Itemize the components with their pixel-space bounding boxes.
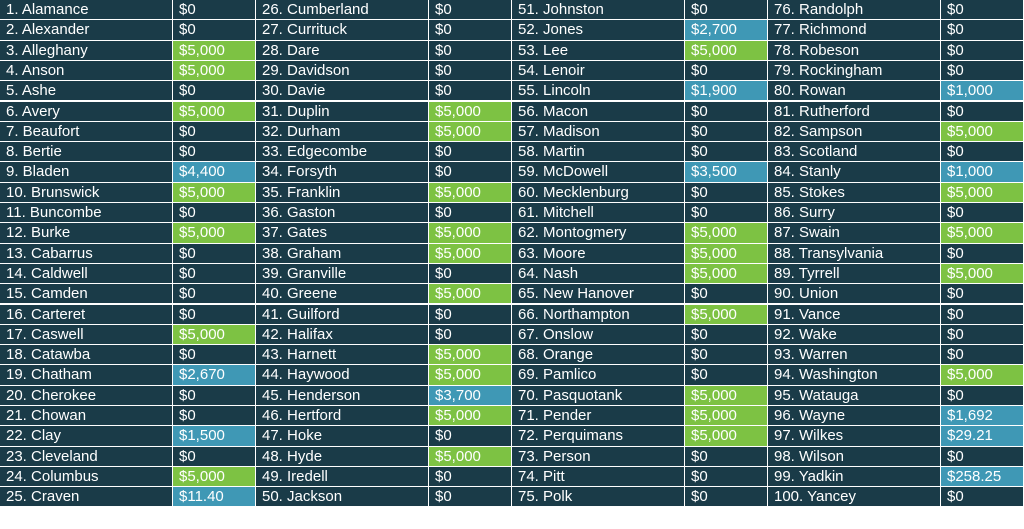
county-name: 34. Forsyth [256, 162, 428, 181]
county-amount: $2,700 [685, 20, 767, 39]
county-amount: $0 [941, 487, 1023, 506]
county-amount: $0 [429, 203, 511, 222]
county-amount: $5,000 [685, 223, 767, 242]
county-amount: $0 [173, 20, 255, 39]
county-name: 94. Washington [768, 365, 940, 384]
county-name: 67. Onslow [512, 325, 684, 344]
county-amount: $0 [941, 325, 1023, 344]
county-amount: $5,000 [173, 325, 255, 344]
county-amount: $0 [173, 244, 255, 263]
county-name: 97. Wilkes [768, 426, 940, 445]
county-name: 25. Craven [0, 487, 172, 506]
county-name: 35. Franklin [256, 183, 428, 202]
county-name: 10. Brunswick [0, 183, 172, 202]
county-name: 48. Hyde [256, 447, 428, 466]
county-amount: $0 [173, 406, 255, 425]
county-amount: $0 [173, 305, 255, 324]
county-amount: $0 [685, 345, 767, 364]
county-name: 41. Guilford [256, 305, 428, 324]
county-name: 74. Pitt [512, 467, 684, 486]
county-amount: $5,000 [429, 365, 511, 384]
county-name: 59. McDowell [512, 162, 684, 181]
county-amount: $0 [941, 244, 1023, 263]
county-amount: $5,000 [173, 102, 255, 121]
county-amount: $5,000 [941, 223, 1023, 242]
county-amount: $4,400 [173, 162, 255, 181]
county-name: 20. Cherokee [0, 386, 172, 405]
county-name: 26. Cumberland [256, 0, 428, 19]
county-amount: $0 [173, 264, 255, 283]
county-amount: $0 [429, 264, 511, 283]
county-name: 56. Macon [512, 102, 684, 121]
county-amount: $5,000 [429, 447, 511, 466]
county-amount: $0 [685, 467, 767, 486]
county-amount: $0 [173, 386, 255, 405]
county-amount: $0 [941, 305, 1023, 324]
county-amount: $0 [429, 325, 511, 344]
county-name: 90. Union [768, 284, 940, 303]
county-amount: $0 [685, 203, 767, 222]
county-name: 2. Alexander [0, 20, 172, 39]
county-name: 70. Pasquotank [512, 386, 684, 405]
county-amount: $0 [429, 467, 511, 486]
county-amount: $5,000 [685, 264, 767, 283]
county-name: 78. Robeson [768, 41, 940, 60]
county-name: 15. Camden [0, 284, 172, 303]
county-name: 76. Randolph [768, 0, 940, 19]
county-name: 19. Chatham [0, 365, 172, 384]
county-name: 75. Polk [512, 487, 684, 506]
county-name: 30. Davie [256, 81, 428, 100]
county-amount: $5,000 [941, 365, 1023, 384]
county-amount: $5,000 [685, 305, 767, 324]
county-name: 8. Bertie [0, 142, 172, 161]
county-amount: $0 [685, 0, 767, 19]
county-amount: $1,000 [941, 81, 1023, 100]
county-name: 72. Perquimans [512, 426, 684, 445]
county-name: 55. Lincoln [512, 81, 684, 100]
county-amount: $0 [941, 142, 1023, 161]
county-name: 83. Scotland [768, 142, 940, 161]
county-amount: $5,000 [429, 244, 511, 263]
county-amount: $5,000 [685, 426, 767, 445]
county-name: 69. Pamlico [512, 365, 684, 384]
county-name: 52. Jones [512, 20, 684, 39]
county-name: 18. Catawba [0, 345, 172, 364]
county-name: 44. Haywood [256, 365, 428, 384]
county-amount: $0 [941, 102, 1023, 121]
county-amount: $0 [685, 284, 767, 303]
county-name: 86. Surry [768, 203, 940, 222]
county-name: 42. Halifax [256, 325, 428, 344]
table-column [768, 0, 1024, 529]
table-column [0, 0, 256, 529]
county-name: 23. Cleveland [0, 447, 172, 466]
county-amount: $11.40 [173, 487, 255, 506]
county-name: 88. Transylvania [768, 244, 940, 263]
county-name: 80. Rowan [768, 81, 940, 100]
county-amount: $0 [429, 487, 511, 506]
county-amount: $0 [941, 41, 1023, 60]
county-name: 36. Gaston [256, 203, 428, 222]
county-amount: $0 [685, 102, 767, 121]
county-amount: $0 [941, 0, 1023, 19]
county-name: 54. Lenoir [512, 61, 684, 80]
county-amount: $0 [941, 61, 1023, 80]
county-name: 68. Orange [512, 345, 684, 364]
table-column [256, 0, 512, 529]
county-amount: $5,000 [173, 61, 255, 80]
county-amount: $0 [173, 142, 255, 161]
county-amount: $5,000 [173, 41, 255, 60]
county-amount: $5,000 [173, 467, 255, 486]
county-name: 65. New Hanover [512, 284, 684, 303]
county-amount: $1,692 [941, 406, 1023, 425]
county-name: 14. Caldwell [0, 264, 172, 283]
county-amount: $0 [173, 122, 255, 141]
county-name: 93. Warren [768, 345, 940, 364]
county-amount: $5,000 [429, 183, 511, 202]
county-amount: $5,000 [429, 102, 511, 121]
county-name: 39. Granville [256, 264, 428, 283]
county-name: 85. Stokes [768, 183, 940, 202]
county-amount: $258.25 [941, 467, 1023, 486]
county-name: 32. Durham [256, 122, 428, 141]
county-name: 45. Henderson [256, 386, 428, 405]
county-amount: $3,500 [685, 162, 767, 181]
county-name: 27. Currituck [256, 20, 428, 39]
county-name: 63. Moore [512, 244, 684, 263]
county-amount: $5,000 [429, 345, 511, 364]
county-name: 95. Watauga [768, 386, 940, 405]
county-amount: $0 [173, 203, 255, 222]
county-amount: $0 [173, 345, 255, 364]
county-amount: $5,000 [685, 41, 767, 60]
county-amount: $3,700 [429, 386, 511, 405]
county-amount: $0 [685, 325, 767, 344]
county-amount: $0 [685, 61, 767, 80]
county-name: 89. Tyrrell [768, 264, 940, 283]
county-name: 73. Person [512, 447, 684, 466]
county-amount: $2,670 [173, 365, 255, 384]
county-name: 12. Burke [0, 223, 172, 242]
county-amount: $0 [941, 386, 1023, 405]
county-name: 87. Swain [768, 223, 940, 242]
county-name: 5. Ashe [0, 81, 172, 100]
county-amount: $0 [429, 61, 511, 80]
county-name: 79. Rockingham [768, 61, 940, 80]
county-amount: $0 [941, 345, 1023, 364]
county-name: 50. Jackson [256, 487, 428, 506]
county-name: 40. Greene [256, 284, 428, 303]
county-name: 6. Avery [0, 102, 172, 121]
county-name: 77. Richmond [768, 20, 940, 39]
county-name: 47. Hoke [256, 426, 428, 445]
county-amount: $5,000 [685, 386, 767, 405]
county-name: 22. Clay [0, 426, 172, 445]
county-name: 84. Stanly [768, 162, 940, 181]
county-amount: $5,000 [173, 223, 255, 242]
county-name: 16. Carteret [0, 305, 172, 324]
county-amount: $0 [173, 284, 255, 303]
county-name: 43. Harnett [256, 345, 428, 364]
county-amount: $0 [941, 284, 1023, 303]
county-amount: $0 [429, 142, 511, 161]
table-column [512, 0, 768, 529]
county-name: 28. Dare [256, 41, 428, 60]
county-name: 3. Alleghany [0, 41, 172, 60]
county-name: 71. Pender [512, 406, 684, 425]
county-amount: $1,500 [173, 426, 255, 445]
county-name: 51. Johnston [512, 0, 684, 19]
county-name: 33. Edgecombe [256, 142, 428, 161]
county-amount: $1,900 [685, 81, 767, 100]
county-amount: $5,000 [685, 406, 767, 425]
county-name: 11. Buncombe [0, 203, 172, 222]
county-amount: $0 [429, 20, 511, 39]
county-amount: $5,000 [941, 183, 1023, 202]
county-name: 57. Madison [512, 122, 684, 141]
county-name: 13. Cabarrus [0, 244, 172, 263]
county-name: 49. Iredell [256, 467, 428, 486]
county-amount: $0 [685, 487, 767, 506]
county-amount: $29.21 [941, 426, 1023, 445]
county-name: 98. Wilson [768, 447, 940, 466]
county-name: 64. Nash [512, 264, 684, 283]
county-amount: $0 [685, 447, 767, 466]
county-amount: $5,000 [685, 244, 767, 263]
county-amount: $5,000 [941, 122, 1023, 141]
county-name: 9. Bladen [0, 162, 172, 181]
county-amount: $0 [941, 20, 1023, 39]
county-name: 60. Mecklenburg [512, 183, 684, 202]
county-name: 31. Duplin [256, 102, 428, 121]
county-amount: $5,000 [941, 264, 1023, 283]
county-amount: $1,000 [941, 162, 1023, 181]
county-name: 81. Rutherford [768, 102, 940, 121]
county-name: 66. Northampton [512, 305, 684, 324]
county-name: 24. Columbus [0, 467, 172, 486]
county-name: 61. Mitchell [512, 203, 684, 222]
county-name: 96. Wayne [768, 406, 940, 425]
county-amount: $0 [941, 447, 1023, 466]
county-name: 46. Hertford [256, 406, 428, 425]
county-amount: $0 [685, 183, 767, 202]
county-name: 21. Chowan [0, 406, 172, 425]
county-name: 100. Yancey [768, 487, 940, 506]
county-amount: $0 [173, 81, 255, 100]
county-amount: $5,000 [429, 406, 511, 425]
county-amount: $0 [429, 162, 511, 181]
county-amount: $5,000 [173, 183, 255, 202]
county-name: 53. Lee [512, 41, 684, 60]
county-amount: $0 [429, 305, 511, 324]
county-name: 7. Beaufort [0, 122, 172, 141]
county-amount: $0 [429, 426, 511, 445]
county-name: 17. Caswell [0, 325, 172, 344]
county-name: 91. Vance [768, 305, 940, 324]
county-name: 62. Montogmery [512, 223, 684, 242]
county-amount: $0 [685, 142, 767, 161]
county-name: 82. Sampson [768, 122, 940, 141]
county-name: 99. Yadkin [768, 467, 940, 486]
county-amount: $0 [429, 41, 511, 60]
county-amount: $5,000 [429, 223, 511, 242]
county-name: 29. Davidson [256, 61, 428, 80]
county-amount: $0 [173, 0, 255, 19]
county-amount: $0 [685, 365, 767, 384]
county-name: 1. Alamance [0, 0, 172, 19]
county-amount: $0 [173, 447, 255, 466]
county-name: 58. Martin [512, 142, 684, 161]
county-name: 37. Gates [256, 223, 428, 242]
county-amount: $5,000 [429, 284, 511, 303]
county-amount: $0 [941, 203, 1023, 222]
county-name: 92. Wake [768, 325, 940, 344]
county-name: 4. Anson [0, 61, 172, 80]
county-name: 38. Graham [256, 244, 428, 263]
county-amount: $0 [429, 81, 511, 100]
county-amount: $5,000 [429, 122, 511, 141]
county-amount: $0 [429, 0, 511, 19]
county-amount: $0 [685, 122, 767, 141]
